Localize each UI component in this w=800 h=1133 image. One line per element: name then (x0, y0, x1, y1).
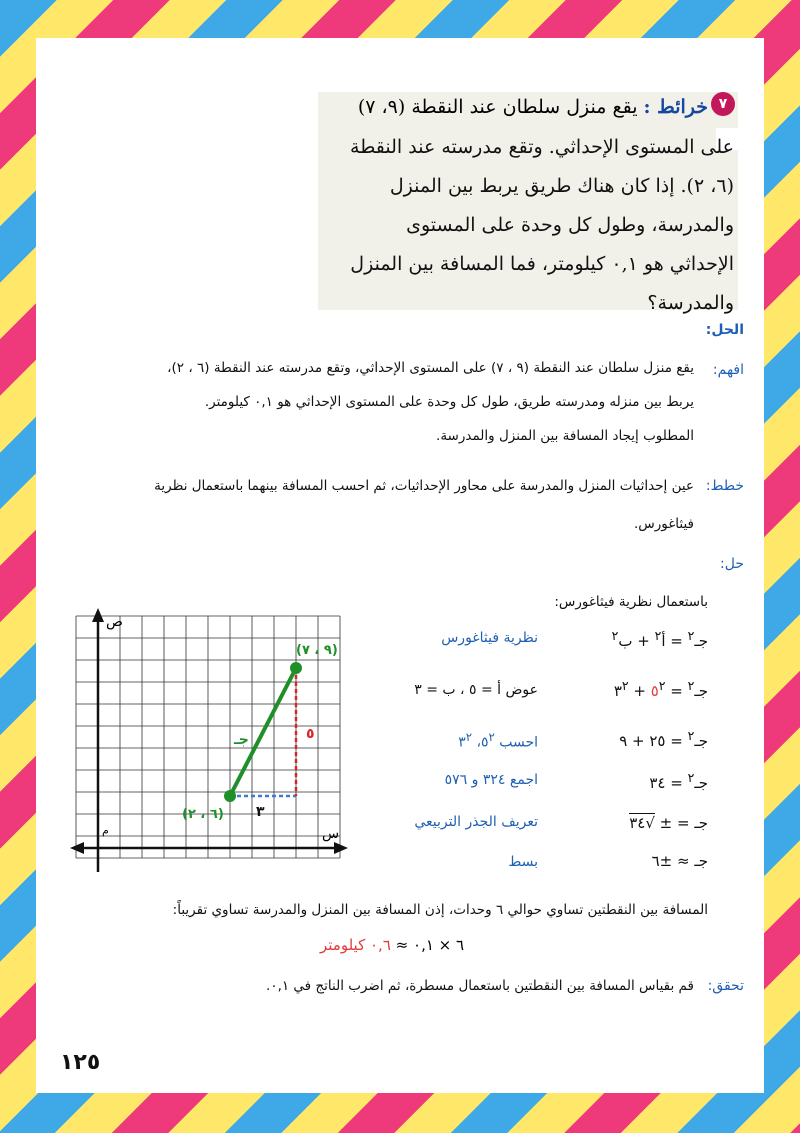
step-4-note: اجمع ٣٢٤ و ٥٧٦ (444, 772, 538, 788)
problem-line-4: والمدرسة، وطول كل وحدة على المستوى (406, 214, 734, 236)
x-axis-arrow-icon (334, 842, 348, 854)
conclusion-text: المسافة بين النقطتين تساوي حوالي ٦ وحدات، إذن المسافة بين المنزل والمدرسة تساوي تقريباً: (172, 902, 708, 918)
step-3-note: احسب $٥^٢،$ $٣^٢$ (458, 730, 538, 751)
hypotenuse-label: جـ (234, 732, 249, 748)
problem-text (344, 128, 734, 323)
page-number: ١٢٥ (60, 1050, 101, 1075)
y-axis-arrow-icon (92, 608, 104, 622)
step-6-note: بسط (508, 854, 538, 870)
step-1-math: جـ$^٢$ = أ$^٢$ + ب$^٢$ (611, 628, 708, 650)
check-label: تحقق: (707, 978, 744, 994)
school-point-label: (٦ ، ٢) (182, 807, 224, 822)
problem-line-1: يقع منزل سلطان عند النقطة (٩، ٧) (357, 96, 638, 118)
plan-text (54, 472, 694, 538)
step-5-math: جـ = ± √٣٤ (629, 814, 708, 832)
problem-keyword: خرائط : (643, 96, 708, 118)
understand-line-2: يربط بين منزله ومدرسته طريق، طول كل وحدة على المستوى الإحداثي هو ٠,١ كيلومتر. (204, 394, 694, 410)
final-calculation (320, 936, 464, 954)
coordinate-graph (70, 606, 350, 880)
check-text: قم بقياس المسافة بين النقطتين باستعمال مسطرة، ثم اضرب الناتج في ٠,١. (266, 978, 694, 994)
problem-line-2: على المستوى الإحداثي. وتقع مدرسته عند النقطة (350, 136, 734, 158)
origin-label: م (102, 824, 109, 837)
step-6-math: جـ ≈ ±٦ (651, 852, 708, 870)
vertical-leg-label: ٥ (306, 726, 315, 742)
x-axis-left-arrow-icon (70, 842, 84, 854)
problem-number-badge: ٧ (711, 92, 735, 116)
step-4-math: جـ$^٢$ = ٣٤ (649, 770, 708, 792)
understand-text (54, 354, 694, 450)
horizontal-leg-label: ٣ (256, 804, 265, 820)
home-point-label: (٩ ، ٧) (296, 643, 338, 658)
problem-first-line (358, 92, 708, 122)
understand-label: افهم: (712, 362, 744, 378)
step-5-note: تعريف الجذر التربيعي (414, 814, 538, 830)
step-1-note: نظرية فيثاغورس (441, 630, 538, 646)
step-2-math: جـ$^٢$ = $٥^٢$ + $٣^٢$ (613, 678, 708, 700)
understand-line-3: المطلوب إيجاد المسافة بين المنزل والمدرسة. (436, 428, 694, 444)
step-3-math: جـ$^٢$ = ٢٥ + ٩ (619, 728, 708, 750)
x-axis-label: س (322, 826, 340, 842)
understand-line-1: يقع منزل سلطان عند النقطة (٩ ، ٧) على المستوى الإحداثي، وتقع مدرسته عند النقطة (٦ ، ٢)، (167, 360, 694, 376)
home-point (290, 662, 302, 674)
step-2-note: عوض أ = ٥ ، ب = ٣ (414, 682, 538, 698)
problem-line-6: والمدرسة؟ (647, 292, 734, 314)
school-point (224, 790, 236, 802)
plan-line-1: عين إحداثيات المنزل والمدرسة على محاور الإحداثيات، ثم احسب المسافة بينهما باستعمال نظرية (154, 478, 694, 494)
problem-line-3: (٦، ٢). إذا كان هناك طريق يربط بين المنزل (389, 175, 734, 197)
problem-line-5: الإحداثي هو ٠,١ كيلومتر، فما المسافة بين المنزل (350, 253, 734, 275)
solution-heading: الحل: (705, 322, 744, 338)
calc-result: ٠,٦ كيلومتر (320, 936, 391, 954)
solve-label: حل: (720, 556, 744, 572)
plan-label: خطط: (705, 478, 744, 494)
calc-expression: ٦ × ٠,١ ≈ (395, 936, 465, 954)
plan-line-2: فيثاغورس. (633, 516, 694, 532)
y-axis-label: ص (106, 614, 123, 630)
solve-intro: باستعمال نظرية فيثاغورس: (554, 594, 708, 610)
